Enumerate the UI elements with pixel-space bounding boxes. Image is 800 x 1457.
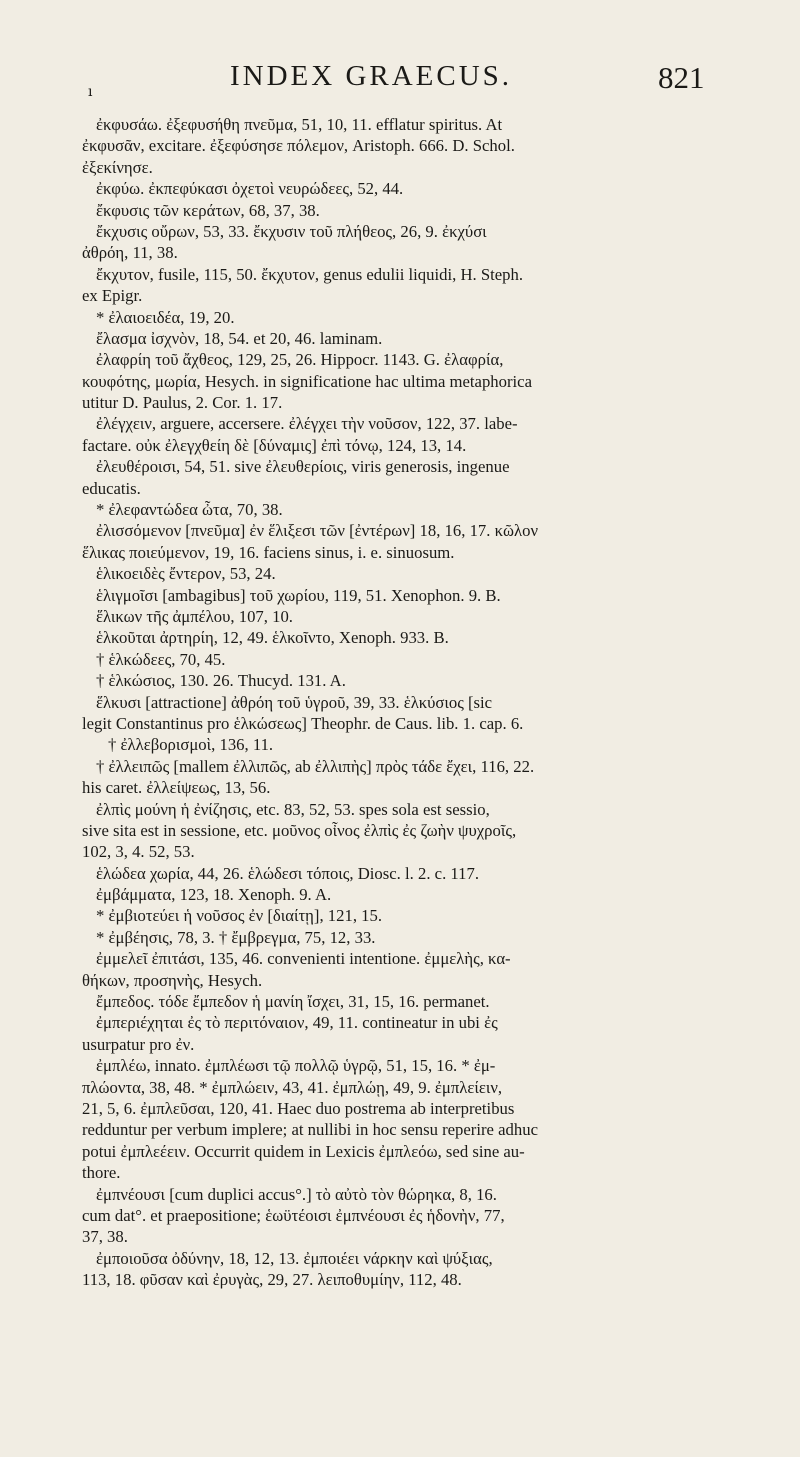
index-line: * ἐλεφαντώδεα ὦτα, 70, 38. — [96, 500, 283, 520]
index-line: θήκων, προσηνὴς, Hesych. — [82, 970, 263, 990]
index-line: ἐμπλέω, innato. ἐμπλέωσι τῷ πολλῷ ὑγρῷ, 51, 15, 16. * ἐμ- — [96, 1056, 496, 1076]
index-line: ἐμπνέουσι [cum duplici accus°.] τὸ αὐτὸ τὸν θώρηκα, 8, 16. — [96, 1184, 497, 1204]
stray-mark: ı — [88, 84, 93, 100]
index-line: ἑλώδεα χωρία, 44, 26. ἑλώδεσι τόποις, Diosc. l. 2. c. 117. — [96, 863, 480, 883]
index-line: ex Epigr. — [82, 286, 143, 306]
index-line: ἑλικοειδὲς ἔντερον, 53, 24. — [96, 564, 276, 584]
index-line: ἔμπεδος. τόδε ἔμπεδον ἡ μανίη ἴσχει, 31, 15, 16. permanet. — [96, 992, 490, 1012]
index-line: ἐμποιοῦσα ὀδύνην, 18, 12, 13. ἐμποιέει νάρκην καὶ ψύξιας, — [96, 1248, 493, 1268]
index-line: ἕλικας ποιεύμενον, 19, 16. faciens sinus, i. e. sinuosum. — [82, 542, 455, 562]
index-line: redduntur per verbum implere; at nullibi in hoc sensu reperire adhuc — [82, 1120, 538, 1140]
index-line: ἔκχυτον, fusile, 115, 50. ἔκχυτον, genus edulii liquidi, H. Steph. — [96, 264, 524, 284]
index-line: * ἐμβέησις, 78, 3. † ἔμβρεγμα, 75, 12, 33. — [96, 927, 376, 947]
index-line: † ἐλλεβορισμοὶ, 136, 11. — [108, 735, 274, 755]
page-header — [0, 60, 800, 100]
index-line: κουφότης, μωρία, Hesych. in significatione hac ultima metaphorica — [82, 371, 532, 391]
index-line: ἐλαφρίη τοῦ ἄχθεος, 129, 25, 26. Hippocr. 1143. G. ἐλαφρία, — [96, 350, 504, 370]
index-line: ἔκχυσις οὔρων, 53, 33. ἔκχυσιν τοῦ πλήθεος, 26, 9. ἐκχύσι — [96, 221, 487, 241]
index-line: πλώοντα, 38, 48. * ἐμπλώειν, 43, 41. ἐμπλώῃ, 49, 9. ἐμπλείειν, — [82, 1077, 503, 1097]
index-line: cum dat°. et praepositione; ἑωϋτέοισι ἐμπνέουσι ἐς ἡδονὴν, 77, — [82, 1205, 505, 1225]
index-line: ἐλισσόμενον [πνεῦμα] ἐν ἕλιξεσι τῶν [ἐντέρων] 18, 16, 17. κῶλον — [96, 521, 538, 541]
index-line: * ἐμβιοτεύει ἡ νοῦσος ἐν [διαίτῃ], 121, 15. — [96, 906, 383, 926]
running-title: INDEX GRAECUS. — [230, 60, 513, 92]
index-line: 102, 3, 4. 52, 53. — [82, 842, 195, 862]
index-line: his caret. ἐλλείψεως, 13, 56. — [82, 778, 271, 798]
index-line: † ἑλκώδεες, 70, 45. — [96, 649, 226, 669]
index-line: ἔλασμα ἰσχνὸν, 18, 54. et 20, 46. laminam. — [96, 328, 383, 348]
index-line: † ἐλλειπῶς [mallem ἐλλιπῶς, ab ἐλλιπὴς] πρὸς τάδε ἔχει, 116, 22. — [96, 756, 535, 776]
index-line: ἐλπὶς μούνη ἡ ἐνίζησις, etc. 83, 52, 53. spes sola est sessio, — [96, 799, 490, 819]
index-line: ἐκφύω. ἐκπεφύκασι ὀχετοὶ νευρώδεες, 52, 44. — [96, 179, 404, 199]
index-line: ἀθρόη, 11, 38. — [82, 243, 178, 263]
index-line: 113, 18. φῦσαν καὶ ἐρυγὰς, 29, 27. λειποθυμίην, 112, 48. — [82, 1270, 462, 1290]
index-line: ἐκφυσάω. ἐξεφυσήθη πνεῦμα, 51, 10, 11. efflatur spiritus. At — [96, 115, 503, 134]
index-line: potui ἐμπλεέειν. Occurrit quidem in Lexicis ἐμπλεόω, sed sine au- — [82, 1141, 525, 1161]
page-number: 821 — [658, 60, 705, 95]
index-line: usurpatur pro ἐν. — [82, 1034, 195, 1054]
index-line: thore. — [82, 1163, 121, 1183]
index-line: ἕλικων τῆς ἀμπέλου, 107, 10. — [96, 606, 293, 626]
index-line: ἐκφυσᾶν, excitare. ἐξεφύσησε πόλεμον, Aristoph. 666. D. Schol. — [82, 136, 515, 156]
index-line: ἕλκυσι [attractione] ἀθρόη τοῦ ὑγροῦ, 39, 33. ἑλκύσιος [sic — [96, 692, 493, 712]
index-line: 21, 5, 6. ἐμπλεῦσαι, 120, 41. Haec duo postrema ab interpretibus — [82, 1098, 515, 1118]
index-line: ἐμβάμματα, 123, 18. Xenoph. 9. A. — [96, 885, 332, 905]
index-text — [82, 114, 722, 1290]
index-line: ἐξεκίνησε. — [82, 157, 153, 177]
index-line: legit Constantinus pro ἑλκώσεως] Theophr. de Caus. lib. 1. cap. 6. — [82, 713, 524, 733]
index-line: ἐλέγχειν, arguere, accersere. ἐλέγχει τὴν νοῦσον, 122, 37. labe- — [96, 414, 518, 434]
index-line: ἐμμελεῖ ἐπιτάσι, 135, 46. convenienti intentione. ἐμμελὴς, κα- — [96, 949, 511, 969]
index-line: † ἑλκώσιος, 130. 26. Thucyd. 131. A. — [96, 671, 346, 691]
index-line: utitur D. Paulus, 2. Cor. 1. 17. — [82, 393, 283, 413]
index-line: 37, 38. — [82, 1227, 128, 1247]
index-line: * ἐλαιοειδέα, 19, 20. — [96, 307, 235, 327]
index-line: factare. οὐκ ἐλεγχθείη δὲ [δύναμις] ἐπὶ τόνῳ, 124, 13, 14. — [82, 435, 467, 455]
index-line: ἐμπεριέχηται ἐς τὸ περιτόναιον, 49, 11. contineatur in ubi ἐς — [96, 1013, 498, 1033]
index-line: sive sita est in sessione, etc. μοῦνος οἶνος ἐλπὶς ἐς ζωὴν ψυχροῖς, — [82, 820, 517, 840]
index-line: ἑλιγμοῖσι [ambagibus] τοῦ χωρίου, 119, 51. Xenophon. 9. B. — [96, 585, 501, 605]
index-line: educatis. — [82, 478, 141, 498]
index-line: ἐλευθέροισι, 54, 51. sive ἐλευθερίοις, viris generosis, ingenue — [96, 457, 510, 477]
index-line: ἔκφυσις τῶν κεράτων, 68, 37, 38. — [96, 200, 320, 220]
index-line: ἑλκοῦται ἀρτηρίη, 12, 49. ἑλκοῖντο, Xenoph. 933. B. — [96, 628, 449, 648]
